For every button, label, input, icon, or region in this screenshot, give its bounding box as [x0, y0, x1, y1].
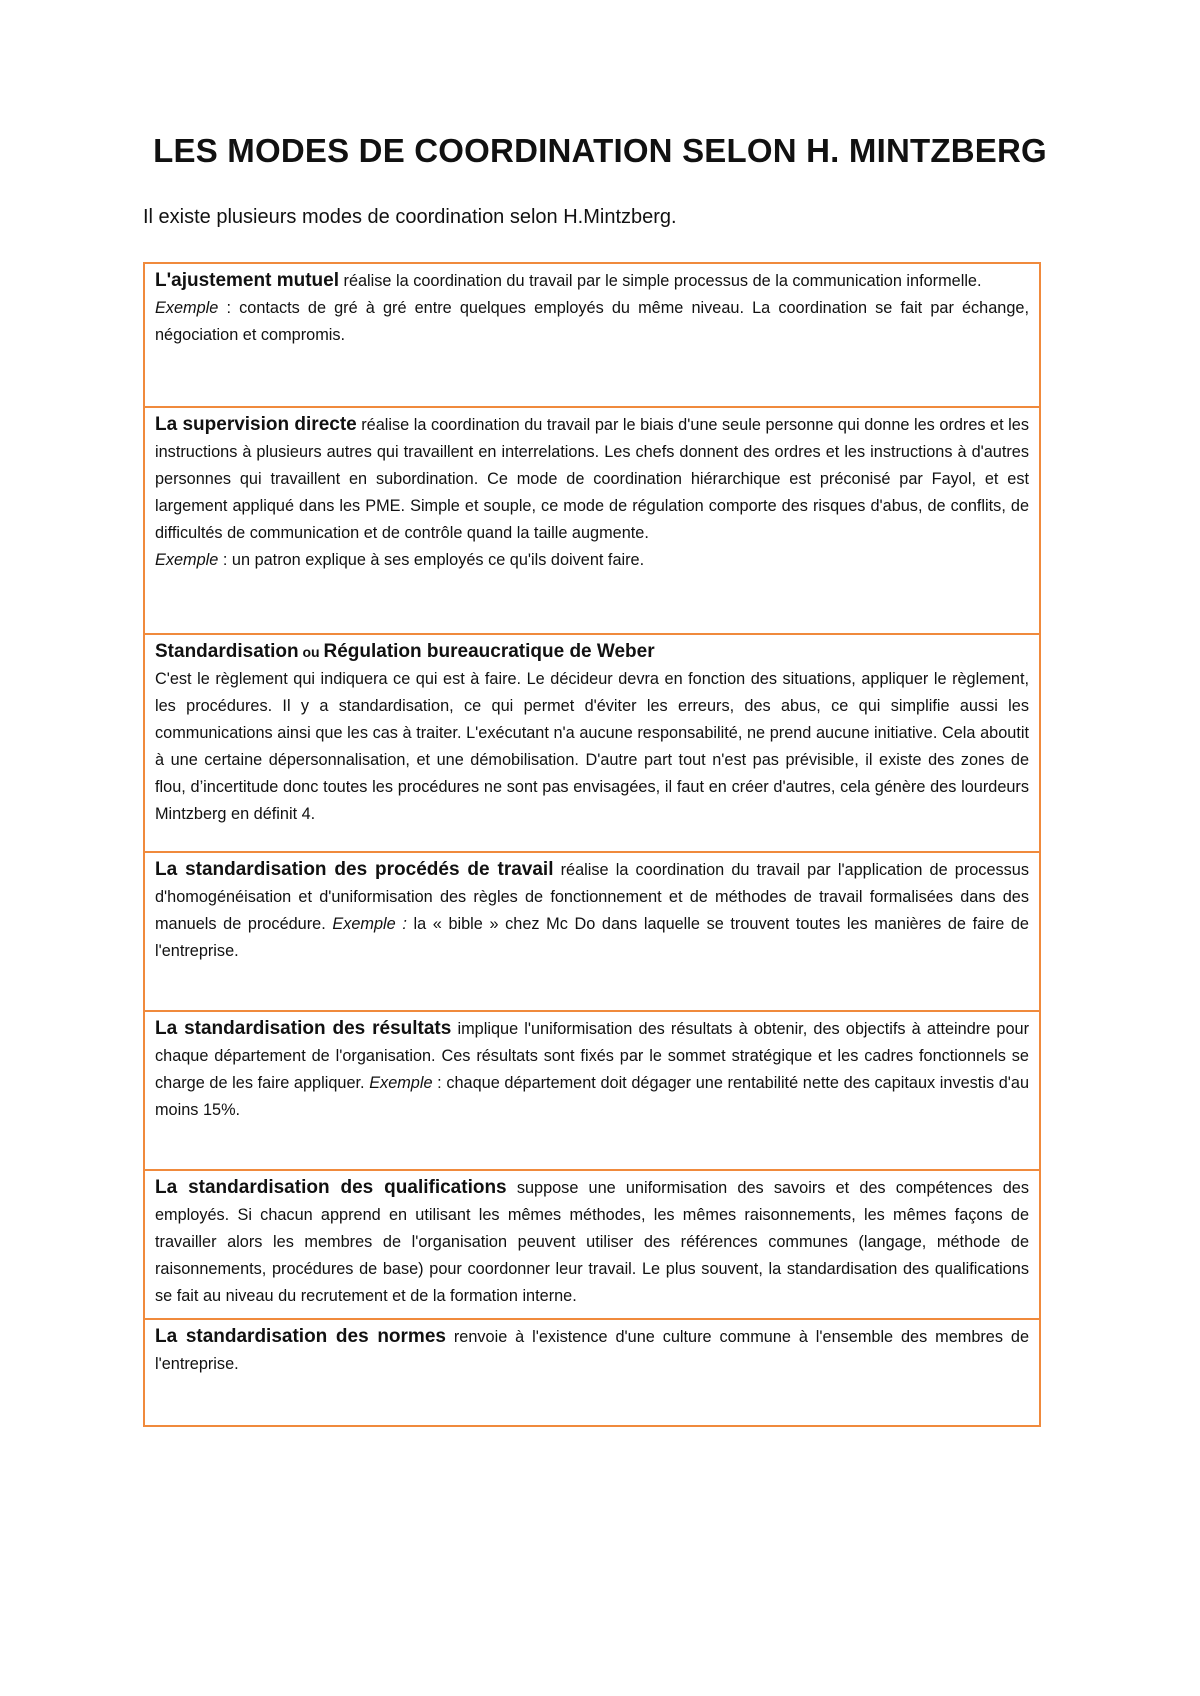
mode-row-qualifications — [144, 1170, 1040, 1319]
mode-term: Standardisation — [155, 641, 299, 662]
mode-term: La standardisation des qualifications — [155, 1177, 507, 1198]
mode-cell — [144, 1319, 1040, 1426]
mode-row-supervision-directe — [144, 407, 1040, 634]
mode-row-normes — [144, 1319, 1040, 1426]
example-label: Exemple — [155, 299, 219, 317]
example-label: Exemple — [155, 551, 219, 569]
mode-term: La supervision directe — [155, 414, 357, 435]
mode-cell — [144, 1170, 1040, 1319]
page-title: LES MODES DE COORDINATION SELON H. MINTZBERG — [153, 132, 1047, 169]
example-text: : contacts de gré à gré entre quelques employés du même niveau. La coordination se fait par échange, négociation et compromis. — [155, 299, 1029, 344]
mode-term: La standardisation des normes — [155, 1326, 446, 1347]
mode-term: La standardisation des résultats — [155, 1018, 452, 1039]
mode-description: réalise la coordination du travail par l'application de processus d'homogénéisation et d'uniformisation des règles de fonctionnement et de méthodes de travail formalisées dans des manuels de procédure. — [155, 861, 1029, 933]
mode-description: C'est le règlement qui indiquera ce qui est à faire. Le décideur devra en fonction des situations, appliquer le règlement, les procédures. Il y a standardisation, ce qui permet d'éviter les erreurs, des abus, ce qui simplifie aussi les communications ainsi que les cas à traiter. L'exécutant n'a aucune responsabilité, ne prend aucune initiative. Cela aboutit à une certaine dépersonnalisation, et une démobilisation. D'autre part tout n'est pas prévisible, il existe des zones de flou, d’incertitude donc toutes les procédures ne sont pas envisagées, il faut en créer d'autres, cela génère des lourdeurs Mintzberg en définit 4. — [155, 670, 1029, 823]
mode-description: implique l'uniformisation des résultats à obtenir, des objectifs à atteindre pour chaque département de l'organisation. Ces résultats sont fixés par le sommet stratégique et les cadres fonctionnels se charge de les faire appliquer. — [155, 1020, 1029, 1092]
mode-row-standardisation-weber — [144, 634, 1040, 852]
mode-description: réalise la coordination du travail par le simple processus de la communication informelle. — [339, 272, 982, 290]
mode-description: suppose une uniformisation des savoirs et des compétences des employés. Si chacun apprend en utilisant les mêmes méthodes, les mêmes raisonnements, les mêmes façons de travailler alors les membres de l'organisation peuvent utiliser des références communes (langage, méthode de raisonnements, procédures de base) pour coordonner leur travail. Le plus souvent, la standardisation des qualifications se fait au niveau du recrutement et de la formation interne. — [155, 1179, 1029, 1305]
mode-cell — [144, 634, 1040, 852]
mode-row-resultats — [144, 1011, 1040, 1170]
mode-description: renvoie à l'existence d'une culture commune à l'ensemble des membres de l'entreprise. — [155, 1328, 1029, 1373]
mode-description: réalise la coordination du travail par le biais d'une seule personne qui donne les ordres et les instructions à plusieurs autres qui travaillent en interrelations. Les chefs donnent des ordres et les instructions à d'autres personnes qui travaillent en subordination. Ce mode de coordination hiérarchique est préconisé par Fayol, et est largement appliqué dans les PME. Simple et souple, ce mode de régulation comporte des risques d'abus, de conflits, de difficultés de communication et de contrôle quand la taille augmente. — [155, 416, 1029, 542]
example-label: Exemple — [369, 1074, 433, 1092]
mode-heading — [155, 638, 1029, 666]
mode-term: L'ajustement mutuel — [155, 270, 339, 291]
example-text: : un patron explique à ses employés ce qu'ils doivent faire. — [218, 551, 645, 569]
mode-term-alt: Régulation bureaucratique de Weber — [323, 641, 655, 662]
mode-cell — [144, 852, 1040, 1011]
mode-row-procedes-de-travail — [144, 852, 1040, 1011]
mode-cell — [144, 407, 1040, 634]
coordination-modes-table — [143, 262, 1041, 1427]
mode-term-connector: ou — [298, 644, 324, 660]
mode-cell — [144, 1011, 1040, 1170]
example-text: la « bible » chez Mc Do dans laquelle se trouvent toutes les manières de faire de l'entreprise. — [155, 915, 1029, 960]
example-text: : chaque département doit dégager une rentabilité nette des capitaux investis d'au moins 15%. — [155, 1074, 1029, 1119]
mode-term: La standardisation des procédés de travail — [155, 859, 554, 880]
mode-cell — [144, 263, 1040, 407]
example-label: Exemple : — [332, 915, 407, 933]
mode-row-ajustement-mutuel — [144, 263, 1040, 407]
intro-paragraph: Il existe plusieurs modes de coordination selon H.Mintzberg. — [143, 206, 677, 228]
